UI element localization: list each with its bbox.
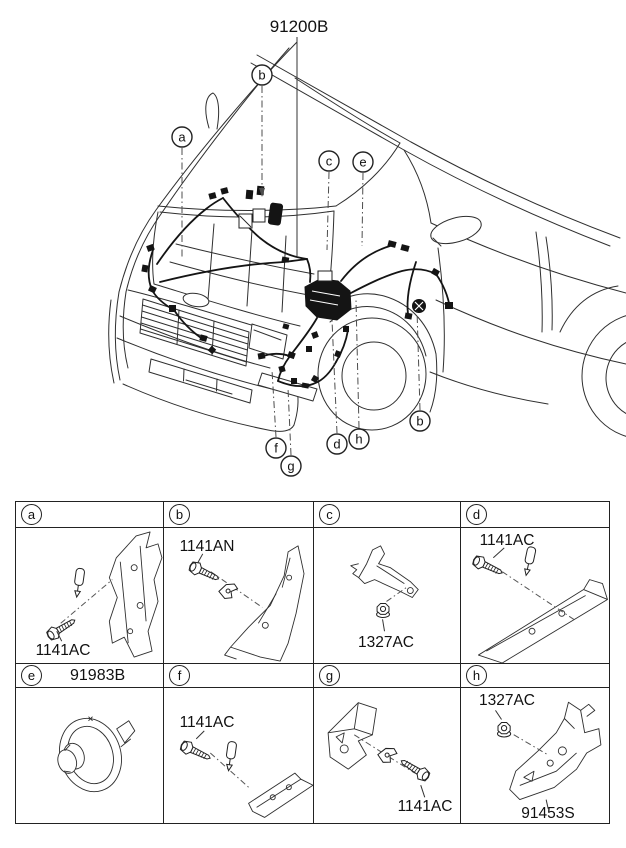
part-illustration-f [164, 688, 313, 823]
cell-body-d [461, 528, 609, 663]
svg-text:g: g [287, 458, 295, 474]
cell-badge-a: a [21, 504, 42, 525]
harness-clip [376, 745, 398, 765]
svg-text:h: h [355, 431, 363, 447]
part-number: 1327AC [478, 692, 536, 709]
bolt [398, 755, 432, 783]
callout-d [327, 434, 347, 454]
table-cell-e [16, 664, 164, 823]
callout-c [319, 151, 339, 171]
svg-text:b: b [416, 413, 424, 429]
part-number: 1141AC [397, 798, 453, 815]
rear-wheel [560, 286, 626, 439]
table-cell-g [314, 664, 461, 823]
table-cell-b [164, 502, 314, 664]
cell-body-h [461, 688, 609, 823]
harness-clamp [224, 741, 237, 771]
bolt [179, 739, 213, 764]
svg-text:b: b [258, 67, 266, 83]
cell-body-b [164, 528, 313, 663]
cell-badge-g: g [319, 665, 340, 686]
parts-reference-table [15, 501, 610, 824]
part-number: 1141AN [179, 538, 235, 555]
cell-badge-f: f [169, 665, 190, 686]
callout-f [266, 438, 286, 458]
svg-text:d: d [333, 436, 341, 452]
cell-body-e [16, 688, 163, 823]
part-illustration-e [16, 688, 163, 823]
cell-badge-b: b [169, 504, 190, 525]
part-number: 1141AC [35, 642, 91, 659]
cell-header-e [16, 664, 163, 688]
harness-clip [218, 582, 238, 601]
callout-a [172, 127, 192, 147]
cell-header-b [164, 502, 313, 528]
table-cell-c [314, 502, 461, 664]
callout-e [353, 152, 373, 172]
svg-text:e: e [359, 154, 367, 170]
cell-header-g [314, 664, 460, 688]
cell-header-d [461, 502, 609, 528]
cell-badge-c: c [319, 504, 340, 525]
svg-text:f: f [274, 440, 278, 456]
callout-b-top [252, 65, 272, 85]
diagram-title: 91200B [269, 17, 329, 36]
table-cell-d [461, 502, 609, 664]
callout-g [281, 456, 301, 476]
junction-box [305, 279, 351, 320]
bolt [471, 554, 505, 579]
cell-body-g [314, 688, 460, 823]
nut [497, 723, 510, 737]
part-number: 1141AC [179, 714, 235, 731]
cell-header-a [16, 502, 163, 528]
cell-header-f [164, 664, 313, 688]
part-number: 1141AC [479, 532, 535, 549]
table-cell-a [16, 502, 164, 664]
cell-body-c [314, 528, 460, 663]
svg-text:a: a [178, 129, 186, 145]
cell-badge-h: h [466, 665, 487, 686]
nut [377, 603, 390, 617]
table-cell-f [164, 664, 314, 823]
part-number: 1327AC [357, 634, 415, 651]
bolt [45, 615, 78, 643]
cell-badge-e: e [21, 665, 42, 686]
harness-clamp [522, 546, 536, 576]
svg-text:c: c [325, 153, 333, 169]
header-part-number: 91983B [70, 666, 126, 684]
harness-clamp [73, 568, 85, 598]
table-cell-h [461, 664, 609, 823]
cell-header-h [461, 664, 609, 688]
cell-header-c [314, 502, 460, 528]
bolt [187, 560, 221, 585]
cell-body-a [16, 528, 163, 663]
part-number: 91453S [521, 805, 575, 822]
cell-badge-d: d [466, 504, 487, 525]
cell-body-f [164, 688, 313, 823]
callout-b-right [410, 411, 430, 431]
callout-h [349, 429, 369, 449]
